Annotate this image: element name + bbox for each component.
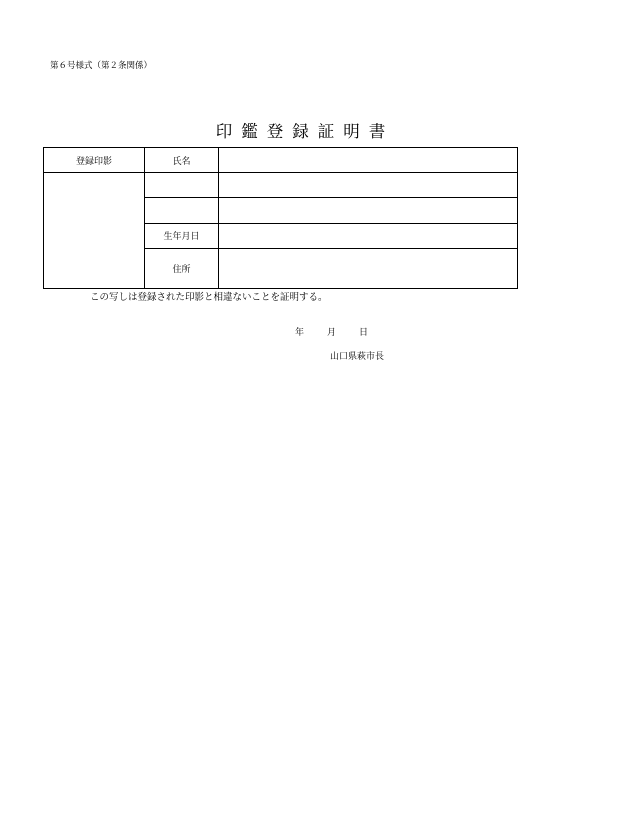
- issuer-name: 山口県萩市長: [330, 352, 385, 362]
- blank-label-cell-2: [145, 198, 219, 223]
- certificate-table: [43, 147, 518, 289]
- date-day-label: 日: [359, 328, 369, 338]
- issue-date: [295, 325, 368, 338]
- seal-impression-cell: [44, 173, 145, 289]
- name-value-cell: [219, 148, 518, 173]
- blank-value-cell-1: [219, 173, 518, 198]
- blank-value-cell-2: [219, 198, 518, 223]
- date-month-label: 月: [327, 328, 337, 338]
- seal-header-cell: 登録印影: [44, 148, 145, 173]
- name-label-cell: 氏名: [145, 148, 219, 173]
- address-label-cell: 住所: [145, 248, 219, 288]
- birth-date-value-cell: [219, 223, 518, 248]
- address-value-cell: [219, 248, 518, 288]
- date-year-label: 年: [295, 328, 305, 338]
- form-number: 第６号様式（第２条関係）: [50, 61, 153, 71]
- blank-label-cell-1: [145, 173, 219, 198]
- birth-date-label-cell: 生年月日: [145, 223, 219, 248]
- document-title: 印鑑登録証明書: [215, 122, 395, 141]
- certification-statement: この写しは登録された印影と相違ないことを証明する。: [90, 292, 328, 303]
